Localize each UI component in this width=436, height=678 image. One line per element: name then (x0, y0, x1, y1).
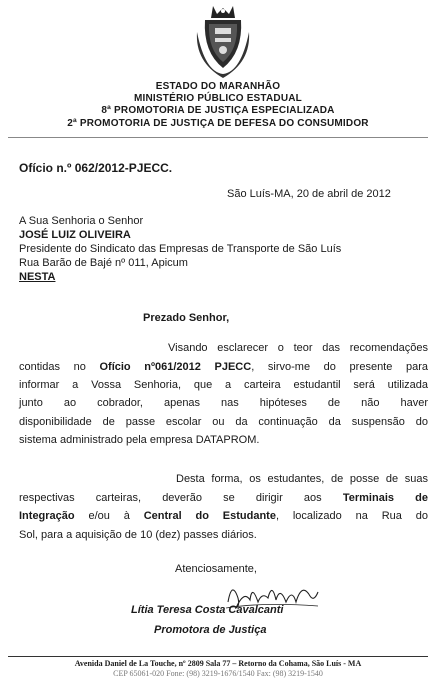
closing: Atenciosamente, (175, 563, 257, 575)
maranhao-coat-of-arms-icon (195, 2, 251, 80)
header-ministry: MINISTÉRIO PÚBLICO ESTADUAL (134, 93, 302, 104)
signer-role: Promotora de Justiça (154, 624, 267, 636)
para2-line3: Integração e/ou à Central do Estudante, localizado na Rua do (19, 510, 428, 522)
header-promotoria-8: 8ª PROMOTORIA DE JUSTIÇA ESPECIALIZADA (101, 105, 335, 116)
para2-line4: Sol, para a aquisição de 10 (dez) passes diários. (19, 529, 257, 541)
greeting: Prezado Senhor, (143, 312, 230, 324)
para1-line3: informar a Vossa Senhoria, que a carteira estudantil será utilizada (19, 379, 428, 391)
header-divider (8, 137, 428, 138)
recipient-name: JOSÉ LUIZ OLIVEIRA (19, 229, 131, 241)
para1-line1: Visando esclarecer o teor das recomendações (168, 342, 428, 354)
date-line: São Luís-MA, 20 de abril de 2012 (227, 188, 391, 200)
recipient-salutation: A Sua Senhoria o Senhor (19, 215, 144, 227)
para1-line5: disponibilidade de passe escolar ou da continuação da suspensão do (19, 416, 428, 428)
para1-line6: sistema administrado pela empresa DATAPROM. (19, 434, 260, 446)
para1-line4: junto ao cobrador, apenas nas hipóteses de não haver (19, 397, 428, 409)
footer-divider (8, 656, 428, 657)
header-state: ESTADO DO MARANHÃO (155, 81, 281, 92)
para2-line1: Desta forma, os estudantes, de posse de suas (176, 473, 428, 485)
para1-line2: contidas no Ofício nº061/2012 PJECC, sirvo-me do presente para (19, 361, 429, 373)
oficio-reference: Ofício n.º 062/2012-PJECC. (19, 161, 173, 175)
footer-address: Avenida Daniel de La Touche, nº 2809 Sala 77 – Retorno da Cohama, São Luís - MA (74, 659, 362, 668)
para2-line2: respectivas carteiras, deverão se dirigir aos Terminais de (19, 492, 428, 504)
recipient-address: Rua Barão de Bajé nº 011, Apicum (19, 257, 188, 269)
footer-contact: CEP 65061-020 Fone: (98) 3219-1676/1540 Fax: (98) 3219-1540 (113, 669, 323, 678)
signer-name: Lítia Teresa Costa Cavalcanti (131, 604, 284, 616)
recipient-nesta: NESTA (19, 271, 56, 283)
recipient-title: Presidente do Sindicato das Empresas de Transporte de São Luís (19, 243, 342, 255)
header-promotoria-2: 2ª PROMOTORIA DE JUSTIÇA DE DEFESA DO CONSUMIDOR (67, 118, 369, 129)
